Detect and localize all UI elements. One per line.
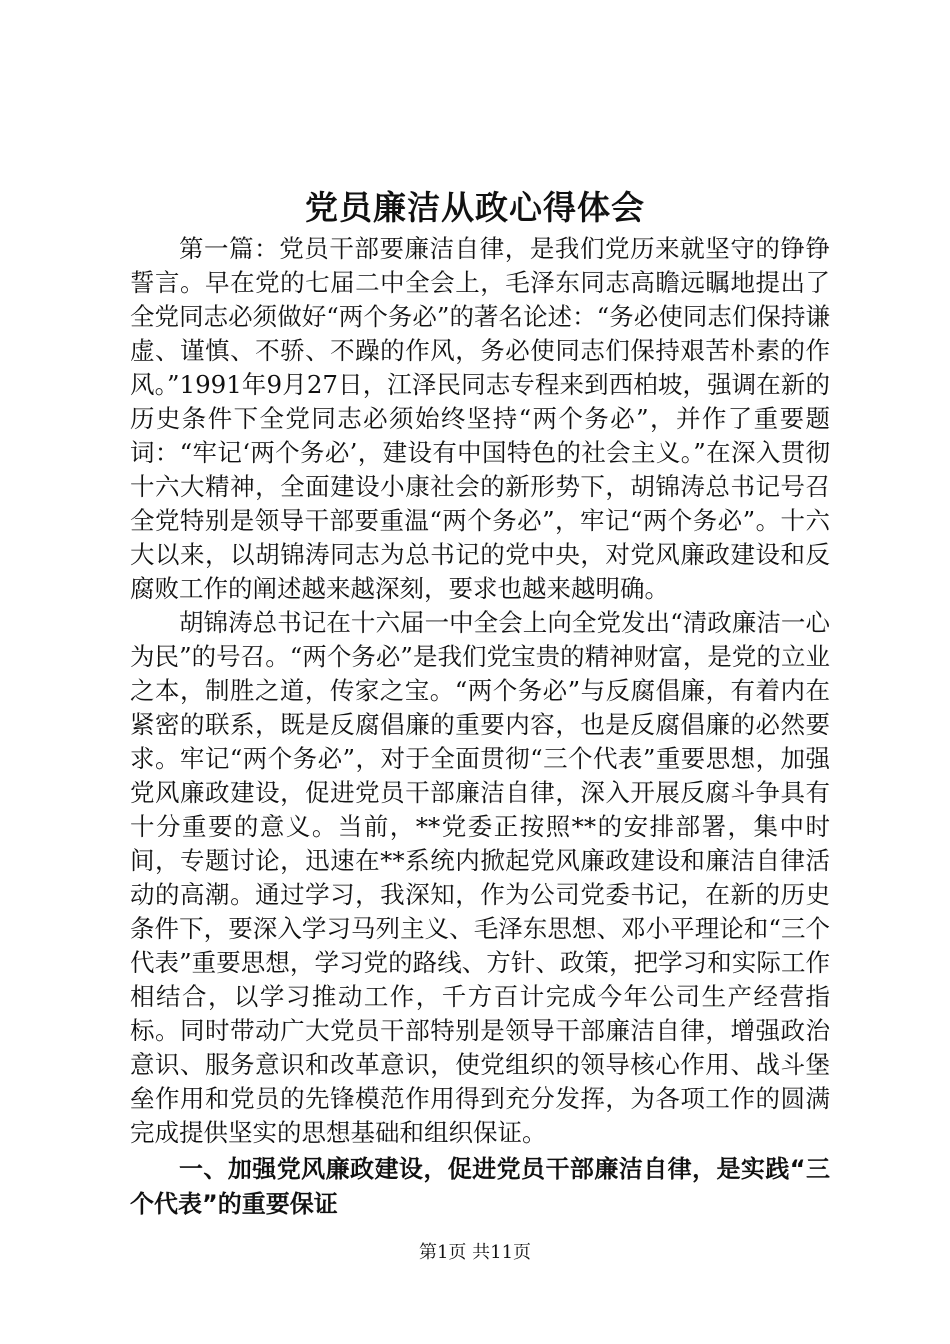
- page-number-footer: 第1页 共11页: [418, 1242, 532, 1263]
- document-title: 党员廉洁从政心得体会: [305, 188, 645, 227]
- paragraph-2: 胡锦涛总书记在十六届一中全会上向全党发出“清政廉洁一心为民”的号召。“两个务必”是我们党宝贵的精神财富，是党的立业之本，制胜之道，传家之宝。“两个务必”与反腐倡廉，有着内在紧密的联系，既是反腐倡廉的重要内容，也是反腐倡廉的必然要求。牢记“两个务必”，对于全面贯彻“三个代表”重要思想，加强党风廉政建设，促进党员干部廉洁自律，深入开展反腐斗争具有十分重要的意义。当前，**党委正按照**的安排部署，集中时间，专题讨论，迅速在**系统内掀起党风廉政建设和廉洁自律活动的高潮。通过学习，我深知，作为公司党委书记，在新的历史条件下，要深入学习马列主义、毛泽东思想、邓小平理论和“三个代表”重要思想，学习党的路线、方针、政策，把学习和实际工作相结合，以学习推动工作，千方百计完成今年公司生产经营指标。同时带动广大党员干部特别是领导干部廉洁自律，增强政治意识、服务意识和改革意识，使党组织的领导核心作用、战斗堡垒作用和党员的先锋模范作用得到充分发挥，为各项工作的圆满完成提供坚实的思想基础和组织保证。: [130, 608, 830, 1147]
- section-heading: 一、加强党风廉政建设，促进党员干部廉洁自律，是实践“三个代表”的重要保证: [130, 1155, 830, 1218]
- document-body: [130, 232, 830, 1222]
- paragraph-1: 第一篇：党员干部要廉洁自律，是我们党历来就坚守的铮铮誓言。早在党的七届二中全会上，毛泽东同志高瞻远瞩地提出了全党同志必须做好“两个务必”的著名论述：“务必使同志们保持谦虚、谨慎、不骄、不躁的作风，务必使同志们保持艰苦朴素的作风。”1991年9月27日，江泽民同志专程来到西柏坡，强调在新的历史条件下全党同志必须始终坚持“两个务必”，并作了重要题词：“牢记‘两个务必’，建设有中国特色的社会主义。”在深入贯彻十六大精神，全面建设小康社会的新形势下，胡锦涛总书记号召全党特别是领导干部要重温“两个务必”，牢记“两个务必”。十六大以来，以胡锦涛同志为总书记的党中央，对党风廉政建设和反腐败工作的阐述越来越深刻，要求也越来越明确。: [130, 234, 830, 603]
